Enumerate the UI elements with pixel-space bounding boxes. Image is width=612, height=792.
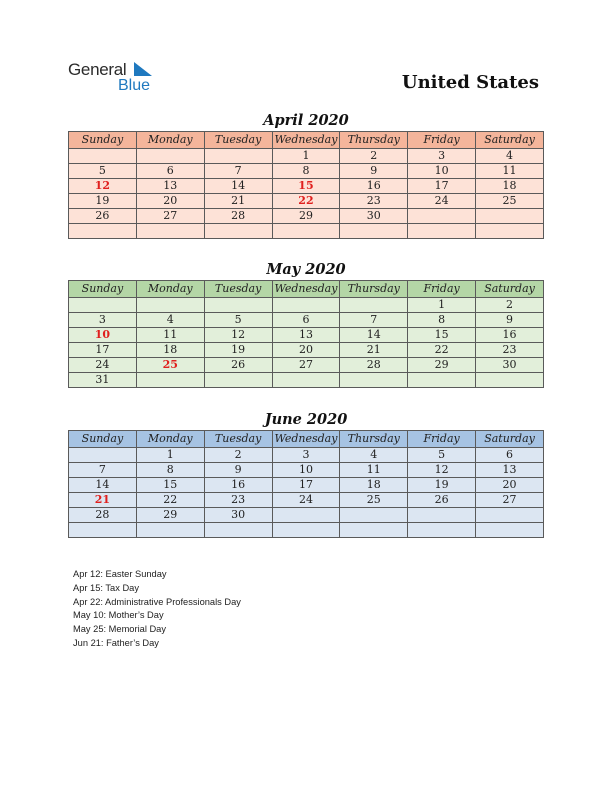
holiday-notes (73, 568, 241, 651)
day-cell: 29 (408, 358, 476, 373)
day-cell (136, 298, 204, 313)
day-cell: 12 (69, 179, 137, 194)
holiday-note: May 10: Mother’s Day (73, 610, 164, 621)
day-cell: 24 (272, 493, 340, 508)
day-cell: 20 (272, 343, 340, 358)
day-cell: 9 (204, 463, 272, 478)
weekday-header: Friday (408, 431, 476, 448)
day-cell (272, 508, 340, 523)
day-cell: 2 (340, 149, 408, 164)
day-cell (204, 373, 272, 388)
weekday-header: Sunday (69, 132, 137, 149)
day-cell: 27 (136, 209, 204, 224)
day-cell: 6 (272, 313, 340, 328)
day-cell: 20 (136, 194, 204, 209)
day-cell: 12 (204, 328, 272, 343)
day-cell: 9 (476, 313, 544, 328)
day-cell: 23 (204, 493, 272, 508)
weekday-header: Sunday (69, 431, 137, 448)
day-cell: 7 (204, 164, 272, 179)
week-row (69, 194, 544, 209)
day-cell: 1 (136, 448, 204, 463)
holiday-note: May 25: Memorial Day (73, 624, 166, 635)
day-cell: 5 (408, 448, 476, 463)
day-cell: 17 (69, 343, 137, 358)
week-row (69, 463, 544, 478)
week-row (69, 448, 544, 463)
day-cell: 18 (476, 179, 544, 194)
calendar-may (68, 260, 544, 388)
day-cell: 19 (204, 343, 272, 358)
day-cell: 25 (476, 194, 544, 209)
week-row (69, 298, 544, 313)
day-cell (136, 523, 204, 538)
month-grid (68, 131, 544, 239)
weekday-header: Thursday (340, 281, 408, 298)
day-cell: 9 (340, 164, 408, 179)
week-row (69, 358, 544, 373)
day-cell: 21 (204, 194, 272, 209)
week-row (69, 179, 544, 194)
day-cell (408, 508, 476, 523)
day-cell: 24 (69, 358, 137, 373)
day-cell: 21 (340, 343, 408, 358)
day-cell: 7 (340, 313, 408, 328)
weekday-header: Thursday (340, 132, 408, 149)
day-cell: 16 (476, 328, 544, 343)
day-cell: 5 (69, 164, 137, 179)
holiday-note: Apr 12: Easter Sunday (73, 569, 167, 579)
day-cell: 8 (136, 463, 204, 478)
day-cell: 19 (69, 194, 137, 209)
day-cell: 10 (69, 328, 137, 343)
weekday-header: Wednesday (272, 281, 340, 298)
day-cell: 25 (136, 358, 204, 373)
month-title: May 2020 (266, 261, 346, 278)
day-cell: 16 (340, 179, 408, 194)
week-row (69, 523, 544, 538)
day-cell: 27 (476, 493, 544, 508)
day-cell (476, 508, 544, 523)
day-cell (272, 298, 340, 313)
day-cell: 20 (476, 478, 544, 493)
week-row (69, 493, 544, 508)
day-cell: 14 (340, 328, 408, 343)
day-cell (204, 149, 272, 164)
day-cell (69, 298, 137, 313)
day-cell (69, 448, 137, 463)
day-cell (340, 523, 408, 538)
weekday-header: Thursday (340, 431, 408, 448)
day-cell: 28 (69, 508, 137, 523)
day-cell: 4 (476, 149, 544, 164)
day-cell: 2 (476, 298, 544, 313)
day-cell: 11 (476, 164, 544, 179)
logo-text-blue: Blue (118, 77, 151, 94)
day-cell (340, 298, 408, 313)
day-cell: 17 (408, 179, 476, 194)
weekday-header: Monday (136, 431, 204, 448)
weekday-header: Monday (136, 132, 204, 149)
day-cell: 6 (136, 164, 204, 179)
day-cell: 6 (476, 448, 544, 463)
holiday-note: Apr 15: Tax Day (73, 582, 139, 593)
day-cell (408, 373, 476, 388)
day-cell: 30 (476, 358, 544, 373)
weekday-header: Tuesday (204, 132, 272, 149)
day-cell: 2 (204, 448, 272, 463)
weekday-header: Wednesday (272, 132, 340, 149)
day-cell: 13 (136, 179, 204, 194)
weekday-header-row (69, 132, 544, 149)
day-cell: 23 (476, 343, 544, 358)
weekday-header: Monday (136, 281, 204, 298)
day-cell: 22 (408, 343, 476, 358)
day-cell: 14 (204, 179, 272, 194)
day-cell (476, 373, 544, 388)
holiday-note: Apr 22: Administrative Professionals Day (73, 596, 241, 607)
day-cell: 18 (340, 478, 408, 493)
weekday-header: Friday (408, 132, 476, 149)
day-cell (476, 523, 544, 538)
day-cell (408, 523, 476, 538)
day-cell: 21 (69, 493, 137, 508)
week-row (69, 478, 544, 493)
day-cell (272, 373, 340, 388)
day-cell: 3 (69, 313, 137, 328)
day-cell: 16 (204, 478, 272, 493)
weekday-header: Tuesday (204, 431, 272, 448)
day-cell: 7 (69, 463, 137, 478)
weekday-header: Friday (408, 281, 476, 298)
day-cell: 31 (69, 373, 137, 388)
calendar-april (68, 111, 544, 239)
day-cell: 1 (272, 149, 340, 164)
day-cell (340, 508, 408, 523)
day-cell: 27 (272, 358, 340, 373)
day-cell (69, 523, 137, 538)
month-grid (68, 430, 544, 538)
calendar-june (68, 410, 544, 538)
day-cell: 8 (408, 313, 476, 328)
logo-text-general: General (68, 60, 127, 79)
month-grid (68, 280, 544, 388)
day-cell: 25 (340, 493, 408, 508)
logo-triangle-icon (134, 62, 152, 76)
day-cell (476, 224, 544, 239)
day-cell: 19 (408, 478, 476, 493)
day-cell: 14 (69, 478, 137, 493)
week-row (69, 209, 544, 224)
weekday-header: Saturday (476, 431, 544, 448)
day-cell: 30 (340, 209, 408, 224)
day-cell: 29 (272, 209, 340, 224)
day-cell (204, 523, 272, 538)
day-cell: 13 (476, 463, 544, 478)
day-cell: 10 (408, 164, 476, 179)
week-row (69, 373, 544, 388)
day-cell (408, 224, 476, 239)
day-cell: 15 (272, 179, 340, 194)
day-cell: 26 (408, 493, 476, 508)
month-title: April 2020 (263, 112, 349, 129)
day-cell (204, 224, 272, 239)
weekday-header: Sunday (69, 281, 137, 298)
day-cell: 13 (272, 328, 340, 343)
day-cell: 26 (204, 358, 272, 373)
day-cell (408, 209, 476, 224)
day-cell: 23 (340, 194, 408, 209)
day-cell (272, 523, 340, 538)
week-row (69, 328, 544, 343)
day-cell: 22 (136, 493, 204, 508)
day-cell (340, 373, 408, 388)
day-cell: 15 (408, 328, 476, 343)
day-cell: 22 (272, 194, 340, 209)
week-row (69, 313, 544, 328)
day-cell: 8 (272, 164, 340, 179)
day-cell (136, 373, 204, 388)
weekday-header-row (69, 431, 544, 448)
day-cell: 28 (340, 358, 408, 373)
day-cell: 11 (340, 463, 408, 478)
day-cell (476, 209, 544, 224)
week-row (69, 508, 544, 523)
day-cell (69, 224, 137, 239)
day-cell: 1 (408, 298, 476, 313)
day-cell (136, 224, 204, 239)
day-cell (204, 298, 272, 313)
day-cell (340, 224, 408, 239)
day-cell: 24 (408, 194, 476, 209)
week-row (69, 343, 544, 358)
day-cell (136, 149, 204, 164)
day-cell (69, 149, 137, 164)
day-cell: 26 (69, 209, 137, 224)
weekday-header: Saturday (476, 281, 544, 298)
holiday-note: Jun 21: Father’s Day (73, 637, 159, 648)
week-row (69, 149, 544, 164)
weekday-header-row (69, 281, 544, 298)
weekday-header: Saturday (476, 132, 544, 149)
weekday-header: Tuesday (204, 281, 272, 298)
day-cell: 29 (136, 508, 204, 523)
day-cell: 15 (136, 478, 204, 493)
day-cell: 17 (272, 478, 340, 493)
week-row (69, 164, 544, 179)
day-cell: 18 (136, 343, 204, 358)
day-cell: 3 (272, 448, 340, 463)
day-cell: 11 (136, 328, 204, 343)
week-row (69, 224, 544, 239)
weekday-header: Wednesday (272, 431, 340, 448)
day-cell: 5 (204, 313, 272, 328)
day-cell: 12 (408, 463, 476, 478)
day-cell: 30 (204, 508, 272, 523)
day-cell: 4 (340, 448, 408, 463)
day-cell: 10 (272, 463, 340, 478)
day-cell: 3 (408, 149, 476, 164)
day-cell (272, 224, 340, 239)
day-cell: 4 (136, 313, 204, 328)
country-title: United States (401, 72, 539, 93)
month-title: June 2020 (264, 411, 348, 428)
day-cell: 28 (204, 209, 272, 224)
